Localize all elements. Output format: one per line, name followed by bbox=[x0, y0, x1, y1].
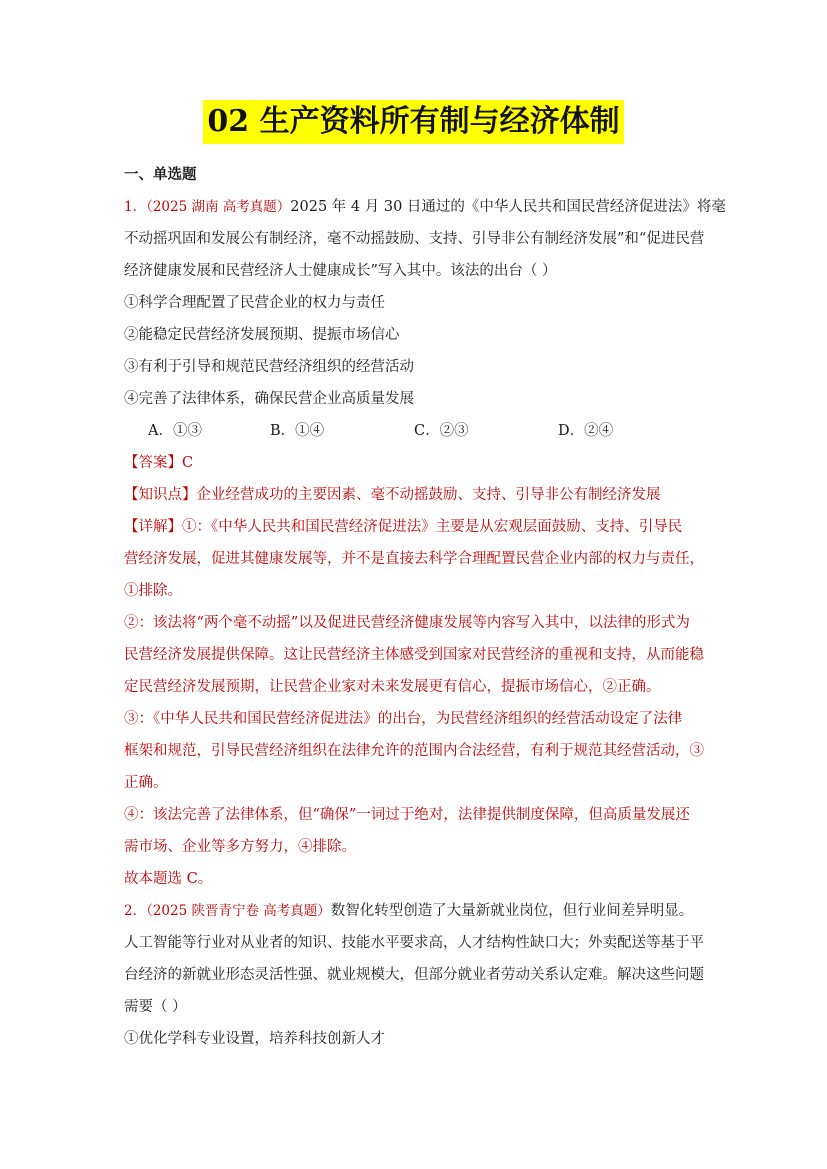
q2-item: ①优化学科专业设置，培养科技创新人才 bbox=[124, 1031, 385, 1047]
q1-detail-line: ②：该法将“两个毫不动摇”以及促进民营经济健康发展等内容写入其中，以法律的形式为 bbox=[124, 615, 690, 631]
q2-stem-2: 人工智能等行业对从业者的知识、技能水平要求高，人才结构性缺口大；外卖配送等基于平 bbox=[124, 935, 704, 951]
answer-label: 【答案】 bbox=[124, 455, 182, 471]
q1-detail-line: 民营经济发展提供保障。这让民营经济主体感受到国家对民营经济的重视和支持，从而能稳 bbox=[124, 647, 704, 663]
q1-option-b: B．①④ bbox=[270, 423, 325, 439]
q1-item: ④完善了法律体系，确保民营企业高质量发展 bbox=[124, 391, 414, 407]
document-title-text: 02 生产资料所有制与经济体制 bbox=[203, 100, 623, 144]
q1-option-c: C．②③ bbox=[414, 423, 469, 439]
q1-number: 1． bbox=[124, 199, 147, 215]
q1-item: ③有利于引导和规范民营经济组织的经营活动 bbox=[124, 359, 414, 375]
detail-text: ①：《中华人民共和国民营经济促进法》主要是从宏观层面鼓励、支持、引导民 bbox=[182, 519, 683, 535]
q1-line-1 bbox=[124, 196, 726, 218]
q2-number: 2． bbox=[124, 903, 147, 919]
q1-knowledge-point bbox=[124, 484, 704, 506]
q1-detail-line: 故本题选 C。 bbox=[124, 871, 213, 887]
q1-detail-line: ③：《中华人民共和国民营经济促进法》的出台，为民营经济组织的经营活动设定了法律 bbox=[124, 711, 683, 727]
q1-detail-line bbox=[124, 516, 704, 538]
q1-detail-line: 正确。 bbox=[124, 775, 168, 791]
answer-value: C bbox=[182, 455, 194, 471]
document-title bbox=[0, 100, 827, 144]
q1-stem-3: 经济健康发展和民营经济人士健康成长”写入其中。该法的出台（ ） bbox=[124, 263, 557, 279]
q1-detail-line: ④：该法完善了法律体系，但“确保”一词过于绝对，法律提供制度保障，但高质量发展还 bbox=[124, 807, 690, 823]
q2-stem-3: 台经济的新就业形态灵活性强、就业规模大，但部分就业者劳动关系认定难。解决这些问题 bbox=[124, 967, 704, 983]
q1-detail-line: 框架和规范，引导民营经济组织在法律允许的范围内合法经营，有利于规范其经营活动，③ bbox=[124, 743, 704, 759]
q1-option-a: A．①③ bbox=[148, 423, 202, 439]
q1-detail-line: 需市场、企业等多方努力，④排除。 bbox=[124, 839, 356, 855]
q2-stem-1: 数智化转型创造了大量新就业岗位，但行业间差异明显。 bbox=[330, 903, 694, 919]
knowledge-point-value: 企业经营成功的主要因素、毫不动摇鼓励、支持、引导非公有制经济发展 bbox=[196, 487, 661, 503]
q2-stem-4: 需要（ ） bbox=[124, 999, 187, 1015]
q1-detail-line: 营经济发展，促进其健康发展等，并不是直接去科学合理配置民营企业内部的权力与责任， bbox=[124, 551, 704, 567]
knowledge-point-label: 【知识点】 bbox=[124, 487, 197, 503]
q1-stem-1: 2025 年 4 月 30 日通过的《中华人民共和国民营经济促进法》将毫 bbox=[290, 199, 726, 215]
q1-item: ②能稳定民营经济发展预期、提振市场信心 bbox=[124, 327, 400, 343]
section-heading: 一、单选题 bbox=[124, 166, 197, 183]
q1-item: ①科学合理配置了民营企业的权力与责任 bbox=[124, 295, 385, 311]
q1-stem-2: 不动摇巩固和发展公有制经济，毫不动摇鼓励、支持、引导非公有制经济发展”和“促进民营 bbox=[124, 231, 705, 247]
q1-option-d: D．②④ bbox=[558, 423, 614, 439]
q2-line-1 bbox=[124, 900, 704, 922]
q1-detail-line: ①排除。 bbox=[124, 583, 182, 599]
q2-source: （2025 陕晋青宁卷 高考真题） bbox=[146, 903, 331, 919]
q1-detail-line: 定民营经济发展预期，让民营企业家对未来发展更有信心，提振市场信心，②正确。 bbox=[124, 679, 661, 695]
q1-source: （2025 湖南 高考真题） bbox=[146, 199, 291, 215]
q1-answer bbox=[124, 452, 704, 474]
detail-label: 【详解】 bbox=[124, 519, 182, 535]
